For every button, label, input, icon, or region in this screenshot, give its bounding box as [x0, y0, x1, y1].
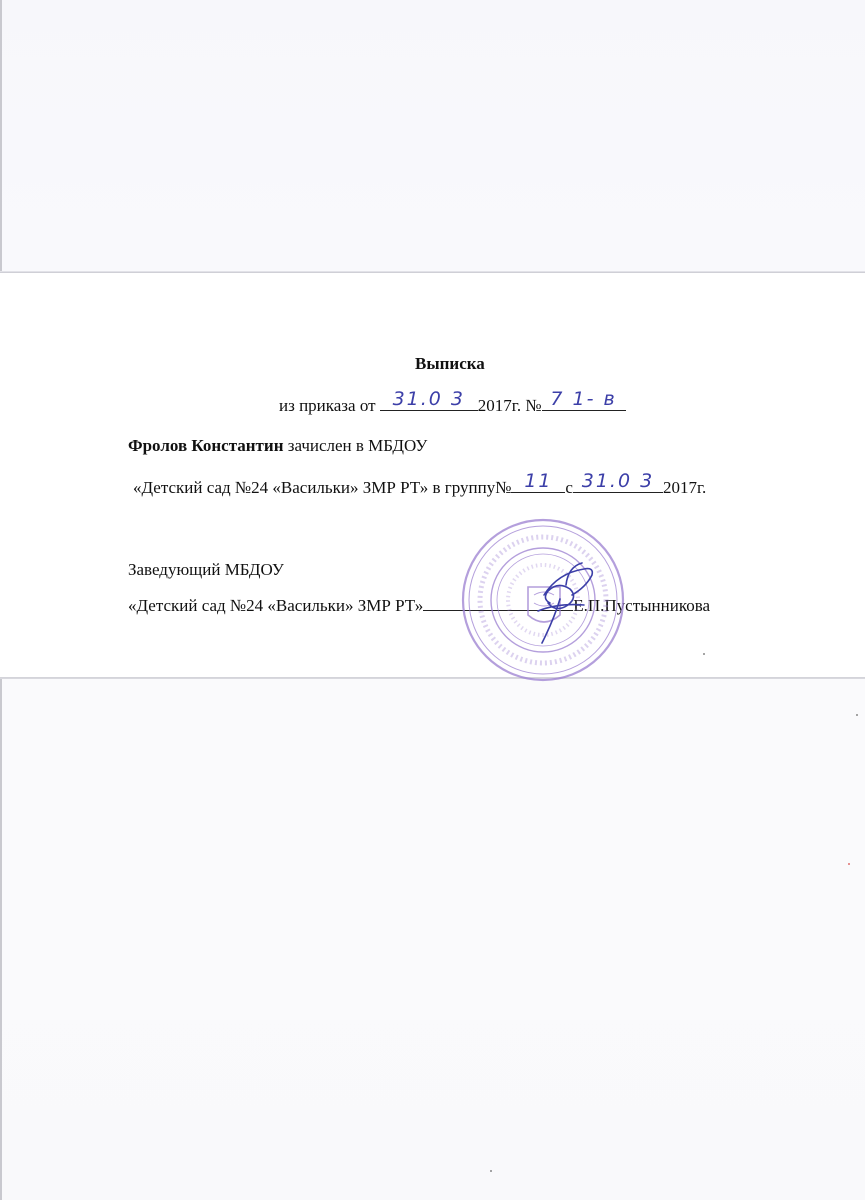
- signatory-position: Заведующий МБДОУ: [128, 560, 284, 579]
- order-date-handwritten: 31.0 3: [392, 388, 465, 410]
- group-institution: «Детский сад №24 «Васильки» ЗМР РТ» в группу№: [133, 478, 512, 497]
- order-number-handwritten: 7 1- в: [550, 388, 617, 410]
- scan-speck: [848, 863, 850, 865]
- document-sheet: [0, 272, 865, 678]
- scan-speck: [703, 653, 705, 655]
- signatory-name: Е.П.Пустынникова: [573, 596, 711, 615]
- enrollment-line: [128, 437, 427, 454]
- enrollment-text: зачислен в МБДОУ: [287, 436, 428, 455]
- scan-speck: [490, 1170, 492, 1172]
- group-from: с: [565, 478, 573, 497]
- handwritten-signature-icon: [520, 555, 610, 650]
- order-year: 2017г. №: [477, 396, 542, 415]
- order-prefix: из приказа от: [279, 396, 376, 415]
- document-title: Выписка: [415, 354, 485, 373]
- order-number-field: [542, 388, 626, 411]
- signature-institution: «Детский сад №24 «Васильки» ЗМР РТ»: [128, 596, 424, 615]
- group-date-field: [573, 470, 663, 493]
- group-date-handwritten: 31.0 3: [581, 470, 655, 492]
- group-number-handwritten: 11: [524, 470, 553, 492]
- order-date-field: [380, 388, 478, 411]
- order-line: [279, 388, 626, 415]
- child-name: Фролов Константин: [128, 436, 284, 455]
- scan-speck: [856, 714, 858, 716]
- group-line: [133, 470, 707, 497]
- group-year: 2017г.: [662, 478, 707, 497]
- group-number-field: [511, 470, 565, 493]
